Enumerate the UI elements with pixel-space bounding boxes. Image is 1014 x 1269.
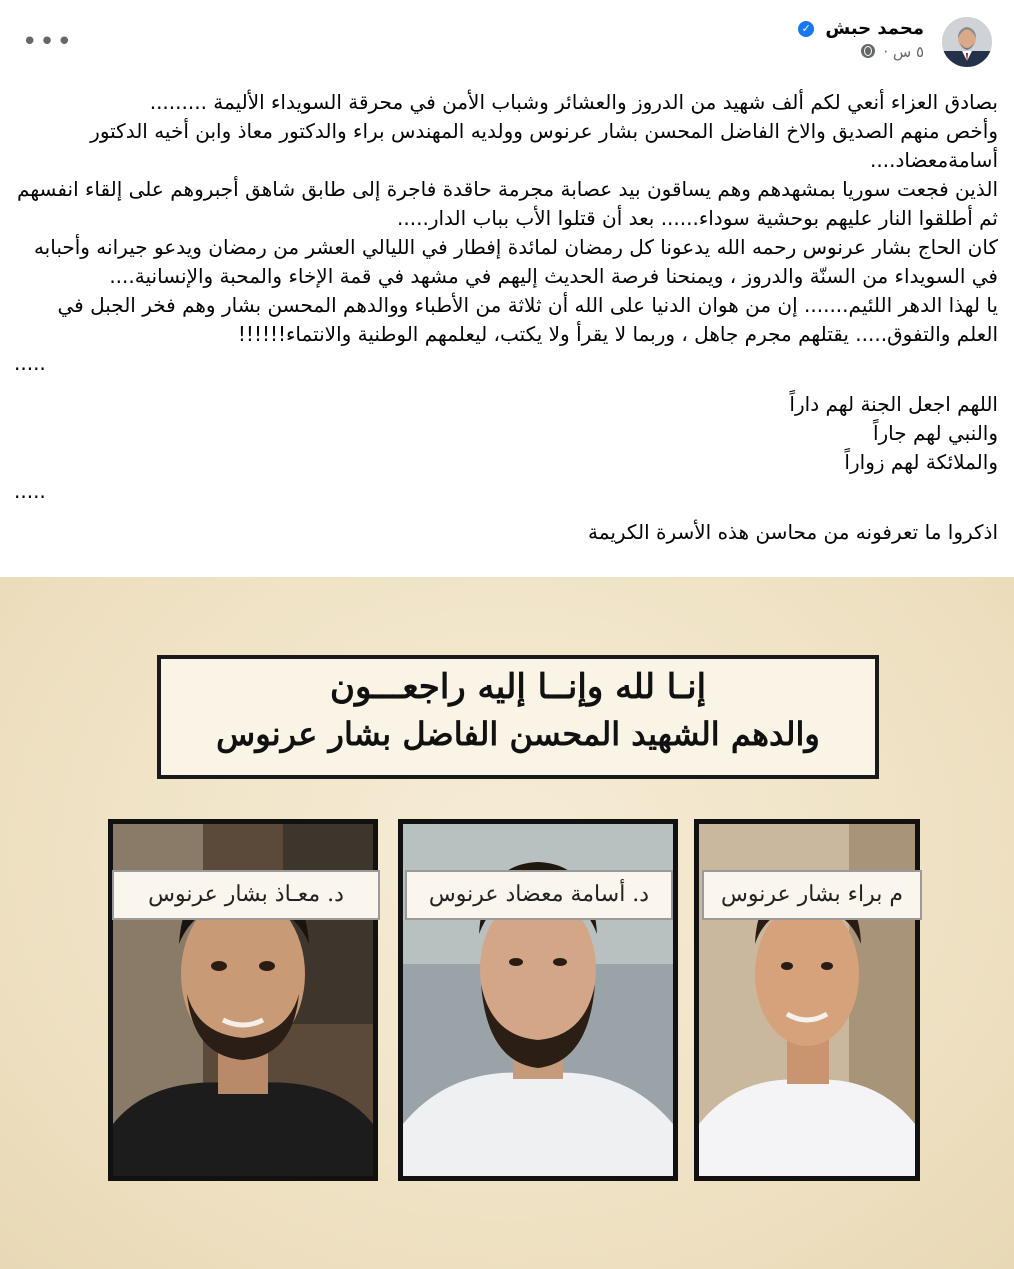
post-paragraph: الذين فجعت سوريا بمشهدهم وهم يساقون بيد عصابة مجرمة حاقدة فاجرة إلى طابق شاهق أجبروهم على إلقاء انفسهم ثم أطلقوا النار عليهم بوحشية سوداء...... بعد أن قتلوا الأب بباب الدار..... xyxy=(17,177,998,230)
globe-icon xyxy=(861,44,875,58)
condolence-title-box xyxy=(157,655,879,779)
closing-line: اذكروا ما تعرفونه من محاسن هذه الأسرة الكريمة xyxy=(588,520,998,544)
name-card-left: د. معـاذ بشار عرنوس xyxy=(112,870,380,920)
author-name[interactable]: محمد حبش xyxy=(825,18,924,39)
prayer-line: والنبي لهم جاراً xyxy=(872,421,998,445)
verified-badge-icon: ✓ xyxy=(798,21,814,37)
name-card-middle: د. أسامة معضاد عرنوس xyxy=(405,870,673,920)
post-image[interactable] xyxy=(0,577,1014,1269)
prayer-line: والملائكة لهم زواراً xyxy=(844,450,998,474)
post-paragraph: يا لهذا الدهر اللئيم....... إن من هوان الدنيا على الله أن ثلاثة من الأطباء ووالدهم المحسن بشار وهم فخر الجبل في العلم والتفوق..... يقتلهم مجرم جاهل ، وربما لا يقرأ ولا يكتب، ليعلمهم الوطنية والانتماء!!!!!! xyxy=(57,293,998,346)
condolence-subtitle: والدهم الشهيد المحسن الفاضل بشار عرنوس xyxy=(216,715,820,753)
prayer-line: اللهم اجعل الجنة لهم داراً xyxy=(789,392,998,416)
post-paragraph: كان الحاج بشار عرنوس رحمه الله يدعونا كل رمضان لمائدة إفطار في الليالي العشر من رمضان ويدعو جيرانه وأحبابه في السويداء من السنّة والدروز ، ويمنحنا فرصة الحديث إليهم في مشهد في قمة الإخاء والمحبة والإنسانية.... xyxy=(33,235,998,288)
post-paragraph: وأخص منهم الصديق والاخ الفاضل المحسن بشار عرنوس وولديه المهندس براء والدكتور معاذ وابن أخيه الدكتور أسامةمعضاد.... xyxy=(90,119,998,172)
name-card-right: م براء بشار عرنوس xyxy=(702,870,922,920)
condolence-title: إنـا لله وإنــا إليه راجعـــون xyxy=(329,667,707,707)
more-options-button[interactable]: ••• xyxy=(22,27,75,57)
post-paragraph: بصادق العزاء أنعي لكم ألف شهيد من الدروز والعشائر وشباب الأمن في محرقة السويداء الأليمة ......... xyxy=(149,90,998,114)
author-avatar[interactable] xyxy=(942,17,992,67)
separator: ..... xyxy=(14,479,46,503)
separator: ..... xyxy=(14,351,46,375)
post-header xyxy=(0,0,1014,84)
post-text xyxy=(14,88,998,547)
post-time[interactable]: ٥ س · xyxy=(883,43,924,61)
